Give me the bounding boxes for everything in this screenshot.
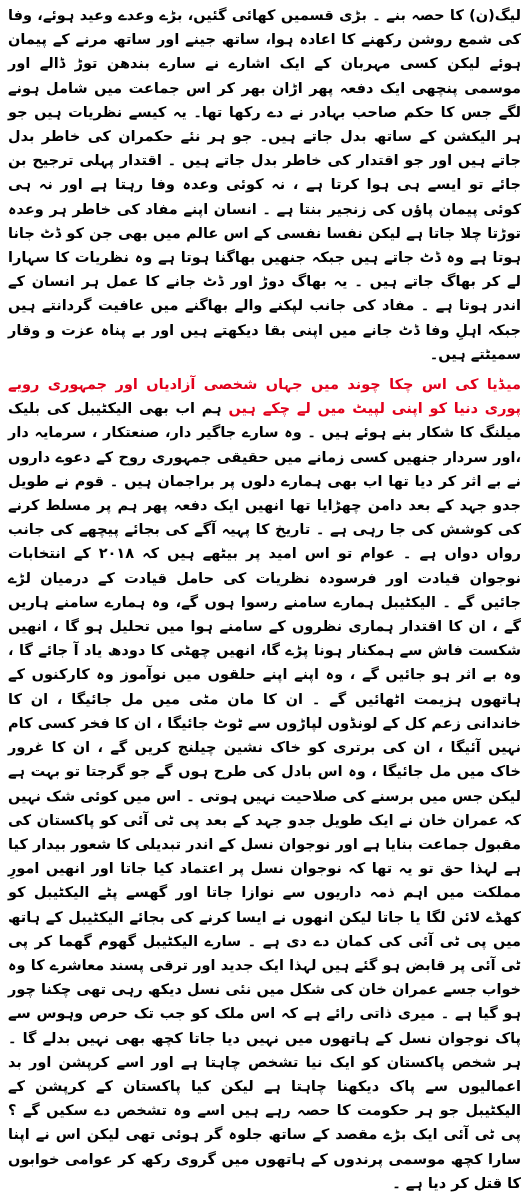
highlighted-sentence: میڈیا کی اس چکا چوند میں جہاں شخصی آزادیاں اور جمہوری رویے پوری دنیا کو اپنی لپیٹ میں لے چکے ہیں <box>8 377 521 418</box>
article-page <box>4 0 525 1192</box>
article-paragraph-2 <box>8 373 521 1196</box>
paragraph-2-body: ہم اب بھی الیکٹیبل کی بلیک میلنگ کا شکار بنے ہوئے ہیں ۔ وہ سارے جاگیر دار، صنعتکار ، سرمایہ دار ،اور سردار جنھیں کسی زمانے میں حقیقی جمہوری روح کے دعوے داروں نے بے اثر کر دیا تھا اب بھی ہمارے دلوں پر براجمان ہیں ۔ قوم نے طویل جدو جہد کے بعد دامن چھڑایا تھا انھیں ایک دفعہ پھر ہم پر مسلط کرنے کی کوشش کی جا رہی ہے ۔ تاریخ کا پہیہ آگے کی بجائے پیچھے کی جانب رواں دواں ہے ۔ عوام تو اس امید پر بیٹھے ہیں کہ ۲۰۱۸ کے انتخابات نوجوان قیادت اور فرسودہ نظریات کی حامل قیادت کے درمیان لڑے جائیں گے ۔ الیکٹیبل ہمارے سامنے رسوا ہوں گے، وہ ہمارے سامنے ہاریں گے ، ان کا اقتدار ہماری نظروں کے سامنے ہوا میں تحلیل ہو گا ، انھیں شکست فاش سے ہمکنار ہونا پڑے گا، انھیں چھٹی کا دودھ یاد آ جائے گا ، وہ بے اثر ہو جائیں گے ، وہ اپنے اپنے حلقوں میں نوآموز وہ کارکنوں کے ہاتھوں ہزیمت اٹھائیں گے ۔ ان کا مان مٹی میں مل جائیگا ، ان کا خاندانی زعم کل کے لونڈوں لپاڑوں سے ٹوٹ جائیگا ، ان کا فخر کسی کام نہیں آئیگا ، ان کی برتری کو خاک نشین چیلنج کریں گے ، ان کا غرور خاک میں مل جائیگا ، وہ اس بادل کی طرح ہوں گے جو گرجتا تو بہت ہے لیکن جس میں برسنے کی صلاحیت نہیں ہوتی ۔ اس میں کوئی شک نہیں کہ عمران خان نے ایک طویل جدو جہد کے بعد پی ٹی آئی کو پاکستان کی مقبول جماعت بنایا ہے اور نوجوان نسل کے اندر تبدیلی کا شعور بیدار کیا ہے لہذا حق تو یہ تھا کہ نوجوان نسل پر اعتماد کیا جاتا اور انھیں امورِ مملکت میں اہم ذمہ داریوں سے نوازا جاتا اور گھسے پٹے الیکٹیبل کو کھڈے لائن لگا یا جاتا لیکن انھوں نے ایسا کرنے کی بجائے الیکٹیبل کے ہاتھ میں پی ٹی آئی کی کمان دے دی ہے ۔ سارے الیکٹیبل گھوم گھما کر پی ٹی آئی پر قابض ہو گئے ہیں لہذا ایک جدید اور ترقی پسند معاشرے کا وہ خواب جسے عمران خان کی شکل میں نئی نسل دیکھ رہی تھی چکنا چور ہو گیا ہے ۔ میری ذاتی رائے ہے کہ اس ملک کو جب تک حرص وہوس سے پاک نوجوان نسل کے ہاتھوں میں نہیں دیا جاتا کچھ بھی نہیں بدلے گا ۔ ہر شخص پاکستان کو ایک نیا تشخص چاہتا ہے اور اسے کرپشن اور بد اعمالیوں سے پاک دیکھنا چاہتا ہے لیکن کیا پاکستان کے کرپشن کے الیکٹیبل جو ہر حکومت کا حصہ رہے ہیں اسے وہ تشخص دے سکیں گے ؟ پی ٹی آئی ایک بڑے مقصد کے ساتھ جلوہ گر ہوئی تھی لیکن اس نے اپنا سارا کچھ موسمی پرندوں کے ہاتھوں میں گروی رکھ کر عوامی خوابوں کا قتل کر دیا ہے ۔ <box>8 401 521 1192</box>
article-paragraph-1: لیگ(ن) کا حصہ بنے ۔ بڑی قسمیں کھائی گئیں، بڑے وعدے وعید ہوئے، وفا کی شمع روشن رکھنے کا اعادہ ہوا، ساتھ جینے اور ساتھ مرنے کے پیمان ہوئے لیکن کسی مہربان کے ایک اشارے نے سارے بندھن توڑ ڈالے اور موسمی پنچھی ایک دفعہ پھر اڑان بھر کر اس جماعت میں شامل ہونے لگے جس کا حکم صاحب بہادر نے دے رکھا تھا۔ یہ کیسے نظریات ہیں جو ہر الیکشن کے ساتھ بدل جاتے ہیں۔ جو ہر نئے حکمران کی خاطر بدل جاتے ہیں اور جو اقتدار کی خاطر بدل جاتے ہیں ۔ اقتدار پہلی ترجیح بن جائے تو ایسے ہی ہوا کرتا ہے ، نہ کوئی وعدہ وفا رہتا ہے اور نہ ہی کوئی پیمان پاؤں کی زنجیر بنتا ہے ۔ انسان اپنے مفاد کی خاطر ہر وعدہ توڑتا چلا جاتا ہے لیکن نفسا نفسی کے اس عالم میں بھی جن کو ڈٹ جانا ہوتا ہے وہ ڈٹ جاتے ہیں جبکہ جنھیں بھاگنا ہوتا ہے وہ نظریات کا سہارا لے کر بھاگ جاتے ہیں ۔ یہ بھاگ دوڑ اور ڈٹ جانے کا عمل ہر انسان کے اندر ہوتا ہے ۔ مفاد کی جانب لپکنے والے بھاگنے میں عافیت گردانتے ہیں جبکہ اہلِ وفا ڈٹ جانے میں اپنی بقا دیکھتے ہیں اور بے پناہ عزت و وقار سمیٹتے ہیں۔ <box>8 8 521 363</box>
